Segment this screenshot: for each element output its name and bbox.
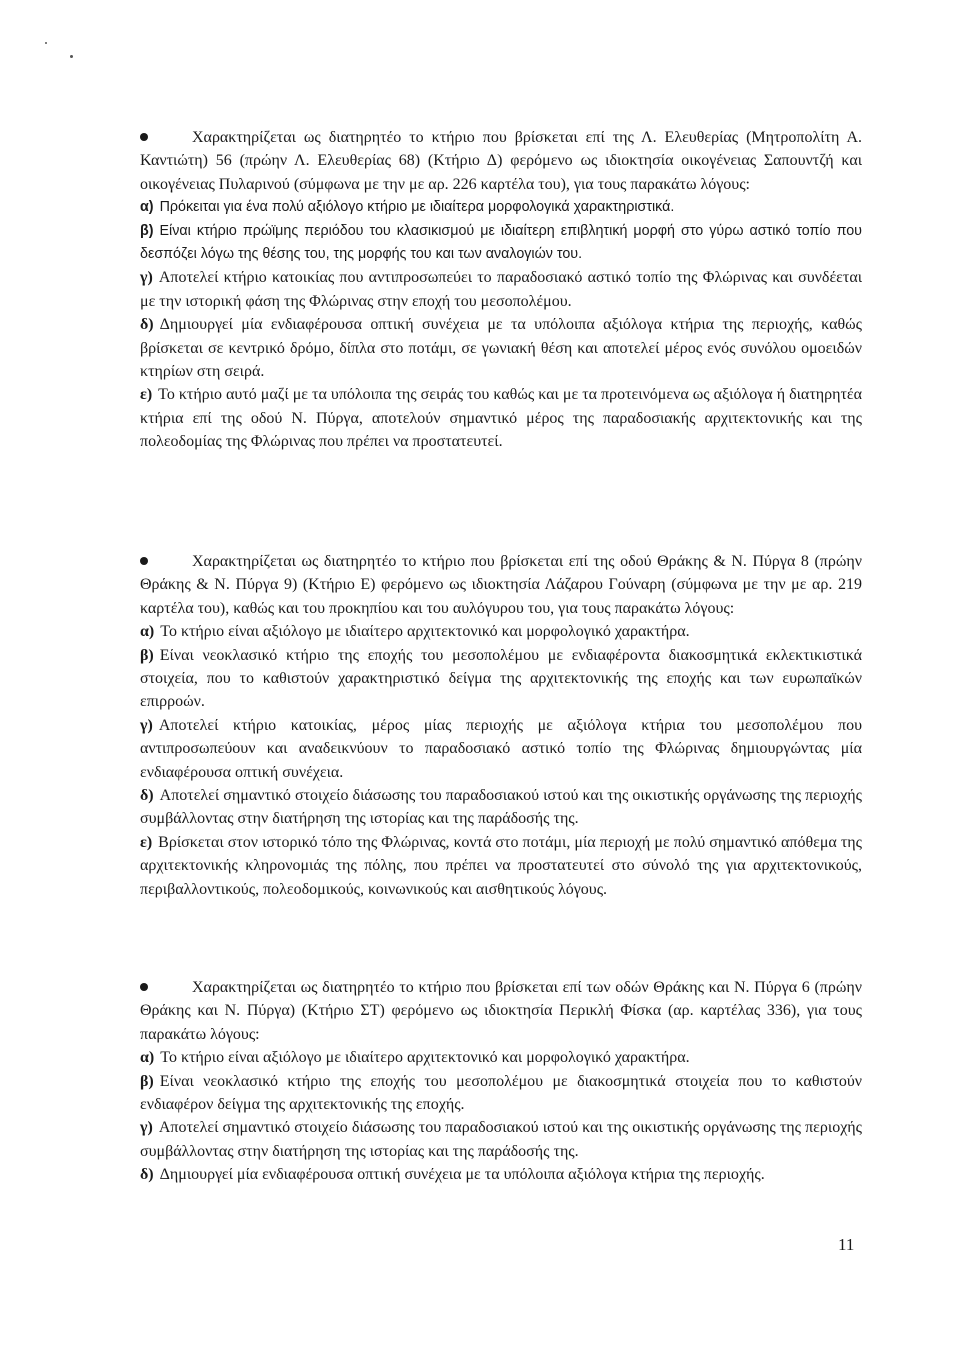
scan-speck	[45, 42, 47, 44]
list-item: α) Το κτήριο είναι αξιόλογο με ιδιαίτερο αρχιτεκτονικό και μορφολογικό χαρακτήρα.	[140, 623, 690, 641]
list-item: δ) Δημιουργεί μία ενδιαφέρουσα οπτική συνέχεια με τα υπόλοιπα αξιόλογα κτήρια της περιοχής, καθώς βρίσκεται σε κεντρικό δρόμο, δίπλα στο ποτάμι, σε γωνιακή θέση και αποτελεί μέρος ενός συνόλου ομοειδών κτηρίων στη σειρά.	[140, 316, 862, 381]
bullet-icon	[140, 557, 148, 565]
scan-speck	[70, 55, 73, 58]
list-item: β) Είναι νεοκλασικό κτήριο της εποχής του μεσοπολέμου με ενδιαφέροντα διακοσμητικά εκλεκτικιστικά στοιχεία, που το καθιστούν χαρακτηριστικό δείγμα της αρχιτεκτονικής της εποχής και των ευρωπαϊκών επιρροών.	[140, 646, 862, 711]
list-item: δ) Αποτελεί σημαντικό στοιχείο διάσωσης του παραδοσιακού ιστού και της οικιστικής οργάνωσης της περιοχής συμβάλλοντας στην διατήρηση της ιστορίας και της παράδοσής της.	[140, 787, 862, 828]
list-item: γ) Αποτελεί κτήριο κατοικίας, μέρος μίας περιοχής με αξιόλογα κτήρια του μεσοπολέμου που αντιπροσωπεύουν και αναδεικνύουν το παραδοσιακό αστικό τοπίο της Φλώρινας δημιουργώντας μία ενδιαφέρουσα οπτική συνέχεια.	[140, 716, 862, 781]
list-item: ε) Το κτήριο αυτό μαζί με τα υπόλοιπα της σειράς του καθώς και με τα προτεινόμενα ως αξιόλογα ή διατηρητέα κτήρια επί της οδού Ν. Πύργα, αποτελούν σημαντικό μέρος της παραδοσιακής αρχιτεκτονικής και της πολεοδομίας της Φλώρινας που πρέπει να προστατευτεί.	[140, 386, 862, 451]
page-number: 11	[838, 1235, 855, 1254]
list-item: γ) Αποτελεί σημαντικό στοιχείο διάσωσης του παραδοσιακού ιστού και της οικιστικής οργάνωσης της περιοχής συμβάλλοντας στην διατήρηση της ιστορίας και της παράδοσής της.	[140, 1119, 862, 1160]
section-intro: Χαρακτηρίζεται ως διατηρητέο το κτήριο που βρίσκεται επί των οδών Θράκης και Ν. Πύργα 6 (πρώην Θράκης και Ν. Πύργα) (Κτήριο ΣΤ) φερόμενο ως ιδιοκτησία Περικλή Φίσκα (αρ. καρτέλας 336), για τους παρακάτω λόγους:	[140, 979, 862, 1043]
section-building-e	[140, 550, 862, 901]
bullet-icon	[140, 133, 148, 141]
list-item: δ) Δημιουργεί μία ενδιαφέρουσα οπτική συνέχεια με τα υπόλοιπα αξιόλογα κτήρια της περιοχής.	[140, 1166, 765, 1184]
section-building-d	[140, 126, 862, 454]
list-item: ε) Βρίσκεται στον ιστορικό τόπο της Φλώρινας, κοντά στο ποτάμι, μία περιοχή με πολύ σημαντικό απόθεμα της αρχιτεκτονικής κληρονομιάς της πόλης, που πρέπει να προστατευτεί στο σύνολό της για αρχιτεκτονικούς, περιβαλλοντικούς, πολεοδομικούς, κοινωνικούς και αισθητικούς λόγους.	[140, 833, 862, 898]
list-item: β) Είναι νεοκλασικό κτήριο της εποχής του μεσοπολέμου με διακοσμητικά στοιχεία που το καθιστούν ενδιαφέρον δείγμα της αρχιτεκτονικής της εποχής.	[140, 1072, 862, 1114]
section-intro: Χαρακτηρίζεται ως διατηρητέο το κτήριο που βρίσκεται επί της οδού Θράκης & Ν. Πύργα 8 (πρώην Θράκης & Ν. Πύργα 9) (Κτήριο Ε) φερόμενο ως ιδιοκτησία Λάζαρου Γούναρη (σύμφωνα με την με αρ. 219 καρτέλα του), καθώς και του προκηπίου και του αυλόγυρου του, για τους παρακάτω λόγους:	[140, 553, 862, 617]
list-item: γ) Αποτελεί κτήριο κατοικίας που αντιπροσωπεύει το παραδοσιακό αστικό τοπίο της Φλώρινας και συνδέεται με την ιστορική φάση της Φλώρινας στην εποχή του μεσοπολέμου.	[140, 269, 862, 310]
list-item: α) Το κτήριο είναι αξιόλογο με ιδιαίτερο αρχιτεκτονικό και μορφολογικό χαρακτήρα.	[140, 1049, 690, 1067]
list-item: β) Είναι κτήριο πρώϊμης περιόδου του κλασικισμού με ιδιαίτερη επιβλητική μορφή στο γύρω αστικό τοπίο που δεσπόζει λόγω της θέσης του, της μορφής του και των αναλογιών του.	[140, 222, 862, 263]
list-item: α) Πρόκειται για ένα πολύ αξιόλογο κτήριο με ιδιαίτερα μορφολογικά χαρακτηριστικά.	[140, 199, 675, 216]
section-building-st	[140, 976, 862, 1187]
bullet-icon	[140, 983, 148, 991]
section-intro: Χαρακτηρίζεται ως διατηρητέο το κτήριο που βρίσκεται επί της Λ. Ελευθερίας (Μητροπολίτη Α. Καντιώτη) 56 (πρώην Λ. Ελευθερίας 68) (Κτήριο Δ) φερόμενο ως ιδιοκτησία οικογένειας Σαπουντζή και οικογένειας Πυλαρινού (σύμφωνα με την με αρ. 226 καρτέλα του), για τους παρακάτω λόγους:	[140, 129, 862, 193]
